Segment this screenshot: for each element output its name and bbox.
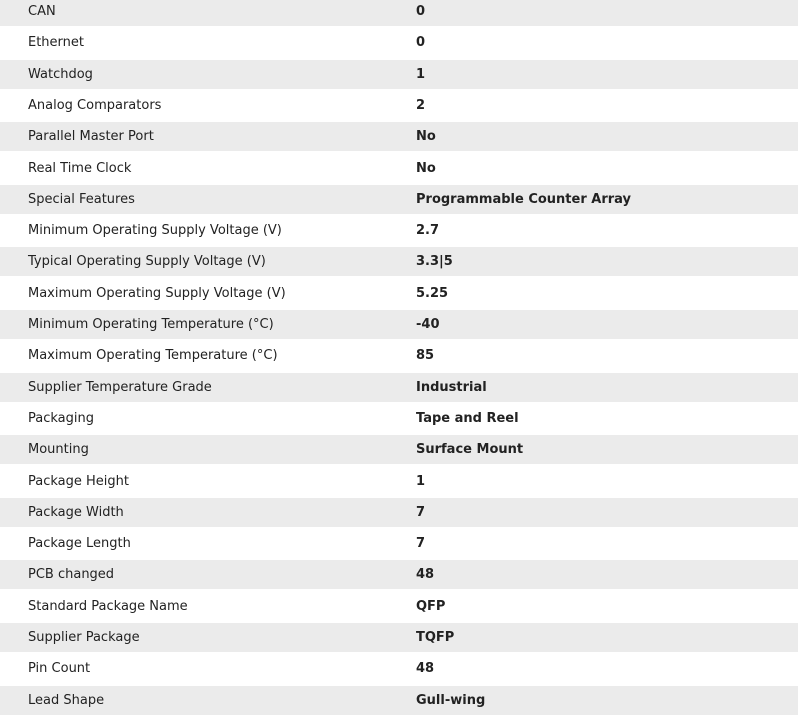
spec-row — [0, 560, 798, 589]
spec-row — [0, 247, 798, 276]
spec-label: Packaging — [28, 411, 94, 426]
spec-label: Analog Comparators — [28, 98, 162, 113]
spec-label: Watchdog — [28, 67, 93, 82]
spec-label: Special Features — [28, 192, 135, 207]
spec-row — [0, 435, 798, 464]
spec-label: Real Time Clock — [28, 161, 132, 176]
spec-row — [0, 60, 798, 89]
spec-value: 7 — [416, 505, 426, 520]
spec-label: PCB changed — [28, 567, 115, 582]
spec-row — [0, 467, 798, 496]
spec-label: Maximum Operating Supply Voltage (V) — [28, 286, 286, 301]
spec-value: 0 — [416, 4, 426, 19]
spec-value: Gull-wing — [416, 693, 486, 708]
spec-label: Minimum Operating Supply Voltage (V) — [28, 223, 282, 238]
spec-row — [0, 122, 798, 151]
spec-row — [0, 654, 798, 683]
spec-value: 1 — [416, 474, 426, 489]
spec-row — [0, 279, 798, 308]
spec-value: Tape and Reel — [416, 411, 519, 426]
spec-value: Programmable Counter Array — [416, 192, 632, 207]
spec-label: CAN — [28, 4, 56, 19]
spec-label: Ethernet — [28, 35, 84, 50]
spec-row — [0, 216, 798, 245]
spec-row — [0, 686, 798, 715]
spec-value: Surface Mount — [416, 442, 524, 457]
spec-row — [0, 623, 798, 652]
spec-value: 1 — [416, 67, 426, 82]
spec-value: -40 — [416, 317, 440, 332]
spec-label: Maximum Operating Temperature (°C) — [28, 348, 278, 363]
spec-row — [0, 373, 798, 402]
spec-value: Industrial — [416, 380, 487, 395]
spec-label: Typical Operating Supply Voltage (V) — [28, 254, 266, 269]
spec-label: Minimum Operating Temperature (°C) — [28, 317, 274, 332]
spec-row — [0, 310, 798, 339]
spec-label: Package Length — [28, 536, 131, 551]
spec-row — [0, 0, 798, 26]
spec-row — [0, 185, 798, 214]
spec-value: 85 — [416, 348, 435, 363]
spec-row — [0, 498, 798, 527]
spec-label: Package Height — [28, 474, 129, 489]
spec-row — [0, 341, 798, 370]
spec-label: Supplier Temperature Grade — [28, 380, 212, 395]
spec-label: Package Width — [28, 505, 124, 520]
spec-value: 48 — [416, 661, 435, 676]
spec-row — [0, 404, 798, 433]
spec-value: 2 — [416, 98, 426, 113]
spec-label: Lead Shape — [28, 693, 105, 708]
spec-value: 0 — [416, 35, 426, 50]
spec-row — [0, 529, 798, 558]
spec-value: 2.7 — [416, 223, 440, 238]
spec-row — [0, 91, 798, 120]
spec-value: 7 — [416, 536, 426, 551]
spec-value: 5.25 — [416, 286, 449, 301]
spec-label: Standard Package Name — [28, 599, 188, 614]
spec-value: QFP — [416, 599, 446, 614]
spec-label: Mounting — [28, 442, 89, 457]
spec-row — [0, 28, 798, 57]
spec-row — [0, 592, 798, 621]
spec-label: Supplier Package — [28, 630, 140, 645]
spec-value: TQFP — [416, 630, 455, 645]
spec-value: 3.3|5 — [416, 254, 453, 269]
spec-value: No — [416, 129, 436, 144]
spec-value: 48 — [416, 567, 435, 582]
spec-label: Pin Count — [28, 661, 91, 676]
spec-label: Parallel Master Port — [28, 129, 154, 144]
spec-value: No — [416, 161, 436, 176]
spec-row — [0, 154, 798, 183]
